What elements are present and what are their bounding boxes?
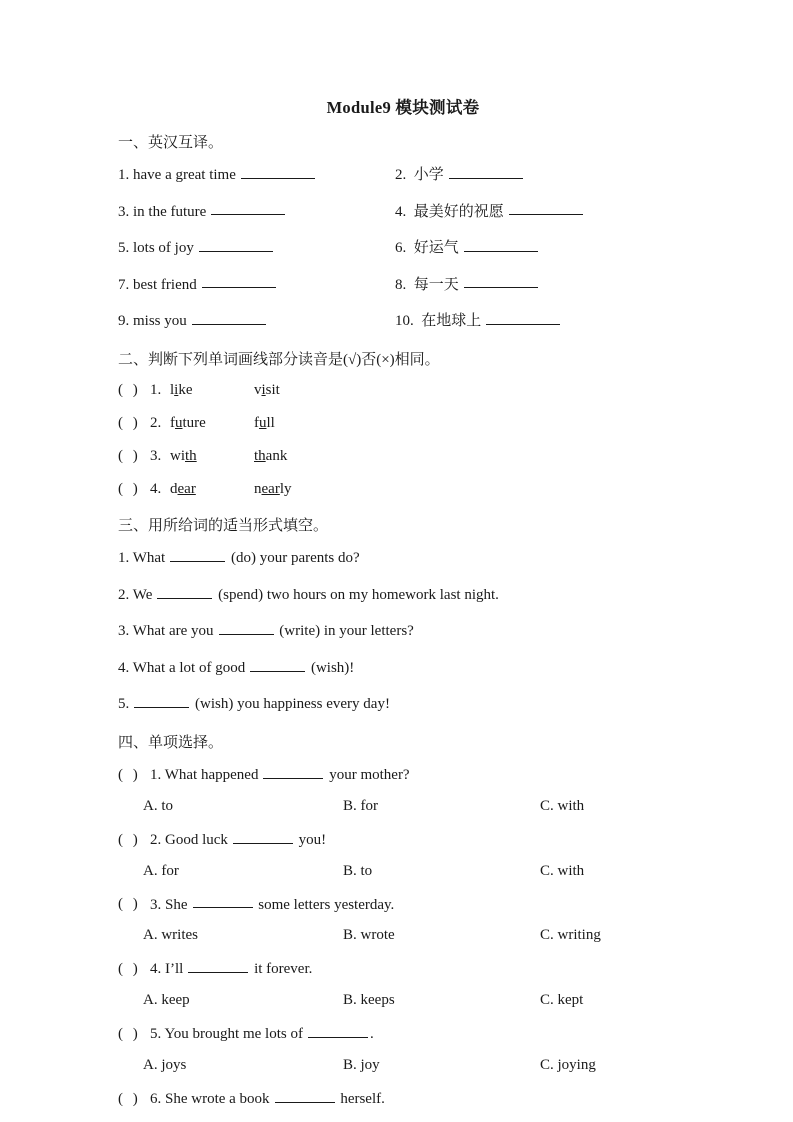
item-number: 5. — [118, 239, 130, 256]
answer-blank[interactable] — [219, 620, 274, 635]
fill-blank-item — [118, 686, 718, 723]
sentence-after-blank: you! — [298, 831, 327, 848]
word-underlined-part: th — [254, 447, 266, 464]
multiple-choice-question — [118, 951, 718, 985]
translation-item-1 — [118, 164, 395, 187]
answer-blank[interactable] — [199, 237, 273, 252]
item-number: 1. — [118, 550, 130, 567]
section-heading-multiple-choice: 四、单项选择。 — [118, 734, 224, 751]
multiple-choice-options — [118, 1050, 718, 1081]
option-c[interactable]: C. with — [540, 862, 585, 879]
answer-bracket[interactable]: ( ) — [118, 896, 141, 913]
word-prefix: v — [254, 381, 262, 398]
translation-item-2 — [395, 164, 718, 187]
multiple-choice-question — [118, 822, 718, 856]
translation-row — [118, 157, 718, 194]
word-prefix: n — [254, 480, 262, 497]
answer-blank[interactable] — [486, 310, 560, 325]
answer-blank[interactable] — [134, 693, 189, 708]
answer-blank[interactable] — [250, 657, 305, 672]
word-underlined-part: ear — [177, 480, 196, 497]
word-prefix: f — [254, 414, 259, 431]
word-underlined-part: ear — [261, 480, 280, 497]
item-text: have a great time — [133, 166, 236, 183]
item-text: lots of joy — [133, 239, 194, 256]
translation-row — [118, 267, 718, 304]
translation-item-6 — [395, 237, 718, 260]
answer-blank[interactable] — [275, 1088, 335, 1103]
option-b[interactable]: B. joy — [343, 1056, 380, 1073]
translation-row — [118, 303, 718, 340]
option-c[interactable]: C. with — [540, 797, 585, 814]
sentence-after-blank: (spend) two hours on my homework last night. — [218, 586, 499, 603]
option-b[interactable]: B. for — [343, 797, 378, 814]
option-b[interactable]: B. keeps — [343, 992, 395, 1009]
answer-blank[interactable] — [170, 547, 225, 562]
answer-blank[interactable] — [157, 584, 212, 599]
word-suffix: ly — [279, 480, 292, 497]
multiple-choice-question — [118, 757, 718, 791]
item-number: 6. — [395, 239, 407, 256]
item-number: 8. — [395, 276, 407, 293]
pronunciation-row — [118, 440, 718, 473]
answer-bracket[interactable]: ( ) — [118, 1025, 141, 1042]
answer-bracket[interactable]: ( ) — [118, 766, 141, 783]
item-number: 3. — [150, 896, 162, 913]
item-text: 小学 — [413, 166, 444, 183]
translation-row — [118, 194, 718, 231]
option-a[interactable]: A. writes — [143, 927, 198, 944]
translation-item-5 — [118, 237, 395, 260]
sentence-after-blank: it forever. — [254, 961, 313, 978]
option-c[interactable]: C. writing — [540, 927, 601, 944]
item-number: 1. — [150, 381, 162, 398]
option-a[interactable]: A. for — [143, 862, 179, 879]
word-first — [170, 382, 254, 399]
multiple-choice-question — [118, 1016, 718, 1050]
translation-item-8 — [395, 274, 718, 297]
sentence-after-blank: herself. — [340, 1090, 385, 1107]
answer-blank[interactable] — [188, 958, 248, 973]
word-suffix: ture — [182, 414, 206, 431]
translation-row — [118, 230, 718, 267]
sentence-after-blank: (write) in your letters? — [279, 623, 414, 640]
section-heading-translation: 一、英汉互译。 — [118, 134, 224, 151]
pronunciation-row — [118, 374, 718, 407]
item-number: 4. — [150, 961, 162, 978]
answer-blank[interactable] — [449, 164, 523, 179]
answer-blank[interactable] — [241, 164, 315, 179]
sentence-before-blank: She wrote a book — [165, 1090, 270, 1107]
word-prefix: d — [170, 480, 178, 497]
answer-blank[interactable] — [308, 1023, 368, 1038]
sentence-before-blank: Good luck — [165, 831, 228, 848]
word-second — [254, 481, 291, 498]
answer-blank[interactable] — [509, 201, 583, 216]
translation-item-9 — [118, 310, 395, 333]
answer-blank[interactable] — [192, 310, 266, 325]
pronunciation-row — [118, 473, 718, 506]
sentence-before-blank: She — [165, 896, 188, 913]
item-number: 4. — [150, 480, 162, 497]
word-first — [170, 448, 254, 465]
option-a[interactable]: A. to — [143, 797, 173, 814]
word-underlined-part: i — [174, 381, 179, 398]
item-number: 1. — [150, 766, 162, 783]
fill-blank-item — [118, 577, 718, 614]
sentence-after-blank: your mother? — [329, 766, 410, 783]
answer-bracket[interactable]: ( ) — [118, 480, 141, 497]
item-number: 3. — [118, 203, 130, 220]
answer-bracket[interactable]: ( ) — [118, 1090, 141, 1107]
item-number: 4. — [118, 659, 130, 676]
multiple-choice-question — [118, 887, 718, 921]
word-second — [254, 448, 287, 465]
fill-blank-item — [118, 650, 718, 687]
item-text: 好运气 — [413, 239, 459, 256]
item-number: 5. — [150, 1025, 162, 1042]
answer-blank[interactable] — [464, 274, 538, 289]
option-a[interactable]: A. keep — [143, 992, 190, 1009]
word-underlined-part: u — [259, 414, 267, 431]
multiple-choice-options — [118, 920, 718, 951]
sentence-after-blank: (do) your parents do? — [230, 550, 360, 567]
section-heading-pronunciation: 二、判断下列单词画线部分读音是(√)否(×)相同。 — [118, 351, 440, 368]
sentence-after-blank: some letters yesterday. — [258, 896, 395, 913]
option-b[interactable]: B. to — [343, 862, 373, 879]
answer-blank[interactable] — [233, 829, 293, 844]
word-underlined-part: i — [261, 381, 266, 398]
fill-blank-item — [118, 613, 718, 650]
answer-bracket[interactable]: ( ) — [118, 831, 141, 848]
word-second — [254, 415, 275, 432]
sentence-before-blank: We — [132, 586, 153, 603]
sentence-before-blank: I’ll — [165, 961, 184, 978]
answer-blank[interactable] — [464, 237, 538, 252]
answer-bracket[interactable]: ( ) — [118, 961, 141, 978]
option-c[interactable]: C. kept — [540, 992, 584, 1009]
word-underlined-part: u — [175, 414, 183, 431]
item-number: 3. — [150, 447, 162, 464]
answer-bracket[interactable]: ( ) — [118, 414, 141, 431]
fill-blank-item — [118, 540, 718, 577]
word-prefix: wi — [170, 447, 185, 464]
word-first — [170, 481, 254, 498]
sentence-before-blank: What a lot of good — [132, 659, 246, 676]
answer-blank[interactable] — [202, 274, 276, 289]
item-number: 6. — [150, 1090, 162, 1107]
item-number: 2. — [118, 586, 130, 603]
section-heading-fill-in-blank: 三、用所给词的适当形式填空。 — [118, 517, 329, 534]
multiple-choice-options — [118, 985, 718, 1016]
item-text: 每一天 — [413, 276, 459, 293]
item-number: 2. — [150, 414, 162, 431]
page-title: Module9 模块测试卷 — [326, 98, 480, 117]
translation-item-4 — [395, 201, 718, 224]
multiple-choice-options — [118, 791, 718, 822]
item-text: in the future — [133, 203, 207, 220]
word-prefix: f — [170, 414, 175, 431]
answer-bracket[interactable]: ( ) — [118, 447, 141, 464]
answer-blank[interactable] — [263, 764, 323, 779]
answer-blank[interactable] — [211, 201, 285, 216]
item-number: 10. — [395, 312, 414, 329]
item-number: 2. — [395, 166, 407, 183]
multiple-choice-options — [118, 856, 718, 887]
item-text: 在地球上 — [421, 312, 482, 329]
option-a[interactable]: A. joys — [143, 1056, 187, 1073]
item-number: 3. — [118, 623, 130, 640]
item-number: 5. — [118, 696, 130, 713]
option-b[interactable]: B. wrote — [343, 927, 395, 944]
word-suffix: ank — [265, 447, 288, 464]
item-number: 7. — [118, 276, 130, 293]
word-prefix: l — [170, 381, 175, 398]
item-text: miss you — [133, 312, 187, 329]
sentence-before-blank: You brought me lots of — [164, 1025, 303, 1042]
option-c[interactable]: C. joying — [540, 1056, 596, 1073]
translation-item-3 — [118, 201, 395, 224]
word-suffix: sit — [265, 381, 280, 398]
sentence-before-blank: What happened — [164, 766, 259, 783]
item-text: best friend — [133, 276, 197, 293]
answer-bracket[interactable]: ( ) — [118, 381, 141, 398]
sentence-after-blank: (wish) you happiness every day! — [195, 696, 390, 713]
word-first — [170, 415, 254, 432]
sentence-after-blank: . — [369, 1025, 374, 1042]
item-number: 9. — [118, 312, 130, 329]
item-number: 2. — [150, 831, 162, 848]
word-suffix: ke — [178, 381, 193, 398]
answer-blank[interactable] — [193, 894, 253, 909]
item-number: 4. — [395, 203, 407, 220]
item-text: 最美好的祝愿 — [413, 203, 504, 220]
word-suffix: ll — [266, 414, 275, 431]
word-underlined-part: th — [185, 447, 197, 464]
word-second — [254, 382, 280, 399]
sentence-after-blank: (wish)! — [310, 659, 355, 676]
pronunciation-row — [118, 407, 718, 440]
translation-item-10 — [395, 310, 718, 333]
sentence-before-blank: What are you — [132, 623, 214, 640]
item-number: 1. — [118, 166, 130, 183]
sentence-before-blank: What — [132, 550, 166, 567]
translation-item-7 — [118, 274, 395, 297]
multiple-choice-question — [118, 1081, 718, 1115]
